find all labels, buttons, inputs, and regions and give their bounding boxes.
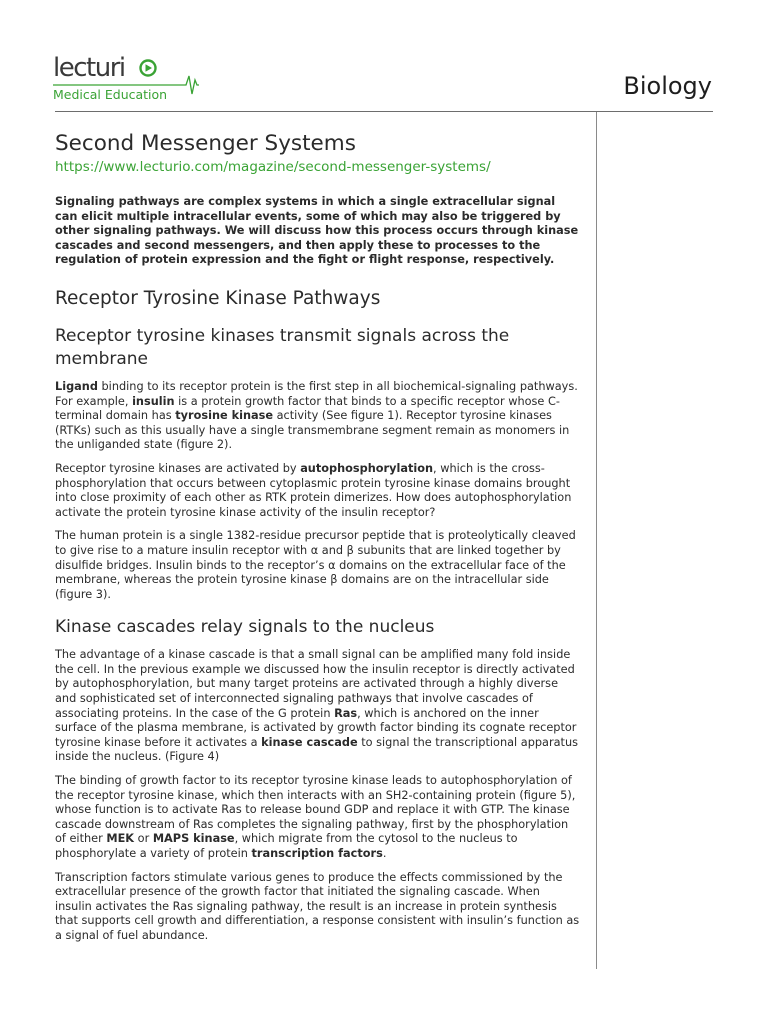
paragraph-kinase-cascade-advantage: The advantage of a kinase cascade is that a small signal can be amplified many fold inside the cell. In the previous example we discussed how the insulin receptor is directly activated by autophosphorylation, but many target proteins are activated through a highly diverse and sophisticated set of interconnected signaling pathways that involve cascades of associating proteins. In the case of the G protein Ras, which is anchored on the inner surface of the plasma membrane, is activated by growth factor binding its cognate receptor tyrosine kinase before it activates a kinase cascade to signal the transcriptional apparatus inside the nucleus. (Figure 4) [55, 648, 578, 764]
article-content [55, 130, 580, 944]
term-autophosphorylation: autophosphorylation [300, 461, 434, 475]
header-divider [55, 111, 713, 112]
lecturio-logo[interactable] [53, 54, 203, 104]
paragraph-autophosphorylation: Receptor tyrosine kinases are activated by autophosphorylation, which is the cross-phosphorylation that occurs between cytoplasmic protein tyrosine kinase domains brought into close proximity of each other as RTK protein dimerizes. How does autophosphorylation activate the protein tyrosine kinase activity of the insulin receptor? [55, 461, 572, 519]
term-maps-kinase: MAPS kinase [152, 832, 235, 846]
term-mek: MEK [106, 832, 135, 846]
term-tyrosine-kinase: tyrosine kinase [175, 409, 274, 423]
logo-tagline: Medical Education [53, 87, 168, 102]
term-kinase-cascade: kinase cascade [261, 735, 358, 749]
paragraph-human-protein: The human protein is a single 1382-residue precursor peptide that is proteolytically cleaved to give rise to a mature insulin receptor with α and β subunits that are linked together by disulfide bridges. Insulin binds to the receptor’s α domains on the extracellular face of the membrane, whereas the protein tyrosine kinase β domains are on the intracellular side (figure 3). [55, 529, 576, 601]
term-ligand: Ligand [55, 379, 98, 393]
logo-wordmark-text: lecturi [53, 54, 125, 83]
section-heading-rtk-pathways: Receptor Tyrosine Kinase Pathways [55, 287, 381, 309]
term-insulin: insulin [132, 394, 175, 408]
paragraph-transcription-factors: Transcription factors stimulate various genes to produce the effects commissioned by the extracellular presence of the growth factor that initiated the signaling cascade. When insulin activates the Ras signaling pathway, the result is an increase in protein synthesis that supports cell growth and differentiation, a response consistent with insulin’s function as a signal of fuel abundance. [55, 870, 580, 942]
subheading-kinase-cascades: Kinase cascades relay signals to the nucleus [55, 617, 435, 638]
paragraph-ligand: Ligand binding to its receptor protein is the first step in all biochemical-signaling pathways. For example, insulin is a protein growth factor that binds to a specific receptor whose C-terminal domain has tyrosine kinase activity (See figure 1). Receptor tyrosine kinases (RTKs) such as this usually have a single transmembrane segment remain as monomers in the unliganded state (figure 2). [55, 379, 578, 452]
article-title: Second Messenger Systems [55, 131, 356, 156]
term-ras: Ras [334, 706, 358, 720]
subheading-rtk-transmit: Receptor tyrosine kinases transmit signals across the membrane [55, 325, 510, 369]
article-intro: Signaling pathways are complex systems in which a single extracellular signal can elicit multiple intracellular events, some of which may also be triggered by other signaling pathways. We will discuss how this process occurs through kinase cascades and second messengers, and then apply these to processes to the regulation of protein expression and the fight or flight response, respectively. [55, 195, 579, 267]
sidebar-divider [596, 112, 597, 969]
subject-label: Biology [623, 72, 712, 100]
paragraph-growth-factor-binding: The binding of growth factor to its receptor tyrosine kinase leads to autophosphorylation of the receptor tyrosine kinase, which then interacts with an SH2-containing protein (figure 5), whose function is to activate Ras to release bound GDP and replace it with GTP. The kinase cascade downstream of Ras completes the signaling pathway, first by the phosphorylation of either MEK or MAPS kinase, which migrate from the cytosol to the nucleus to phosphorylate a variety of protein transcription factors. [55, 774, 576, 860]
term-transcription-factors: transcription factors [251, 847, 383, 860]
article-url-link[interactable]: https://www.lecturio.com/magazine/second-messenger-systems/ [55, 159, 491, 175]
